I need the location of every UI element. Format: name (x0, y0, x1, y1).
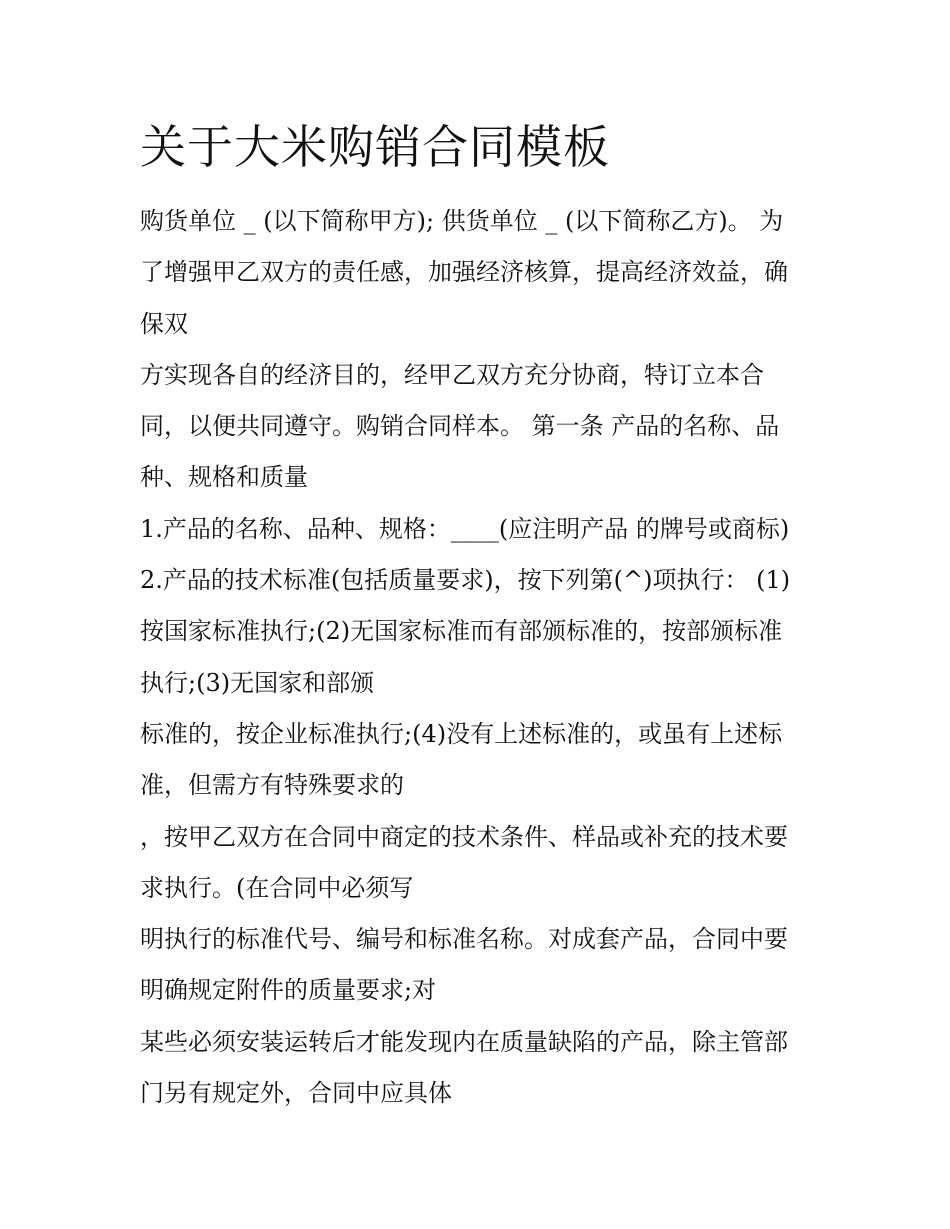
body-line: 门另有规定外，合同中应具体 (140, 1079, 452, 1108)
body-line: 1.产品的名称、品种、规格：____(应注明产品 的牌号或商标) (140, 514, 790, 543)
body-line: 某些必须安装运转后才能发现内在质量缺陷的产品，除主管部 (140, 1027, 788, 1056)
body-line: 种、规格和质量 (140, 463, 308, 492)
body-line: 同，以便共同遵守。购销合同样本。 第一条 产品的名称、品 (140, 412, 780, 441)
body-line: ，按甲乙双方在合同中商定的技术条件、样品或补充的技术要 (140, 822, 788, 851)
body-line: 2.产品的技术标准(包括质量要求)，按下列第(^)项执行： (1) (140, 566, 791, 595)
body-line: 标准的，按企业标准执行;(4)没有上述标准的，或虽有上述标 (140, 719, 783, 748)
body-line: 按国家标准执行;(2)无国家标准而有部颁标准的，按部颁标准 (140, 617, 783, 646)
body-line: 保双 (140, 309, 188, 338)
document-body (140, 196, 820, 1119)
document-title: 关于大米购销合同模板 (140, 120, 610, 174)
body-line: 明执行的标准代号、编号和标准名称。对成套产品，合同中要 (140, 925, 788, 954)
body-line: 执行;(3)无国家和部颁 (140, 668, 375, 697)
body-line: 准，但需方有特殊要求的 (140, 771, 404, 800)
body-line: 求执行。(在合同中必须写 (140, 873, 414, 902)
body-line: 方实现各自的经济目的，经甲乙双方充分协商，特订立本合 (140, 360, 764, 389)
body-line: 购货单位 _ (以下简称甲方); 供货单位 _ (以下简称乙方)。 为 (140, 207, 784, 235)
body-line: 明确规定附件的质量要求;对 (140, 976, 437, 1005)
body-line: 了增强甲乙双方的责任感，加强经济核算，提高经济效益，确 (140, 258, 788, 287)
